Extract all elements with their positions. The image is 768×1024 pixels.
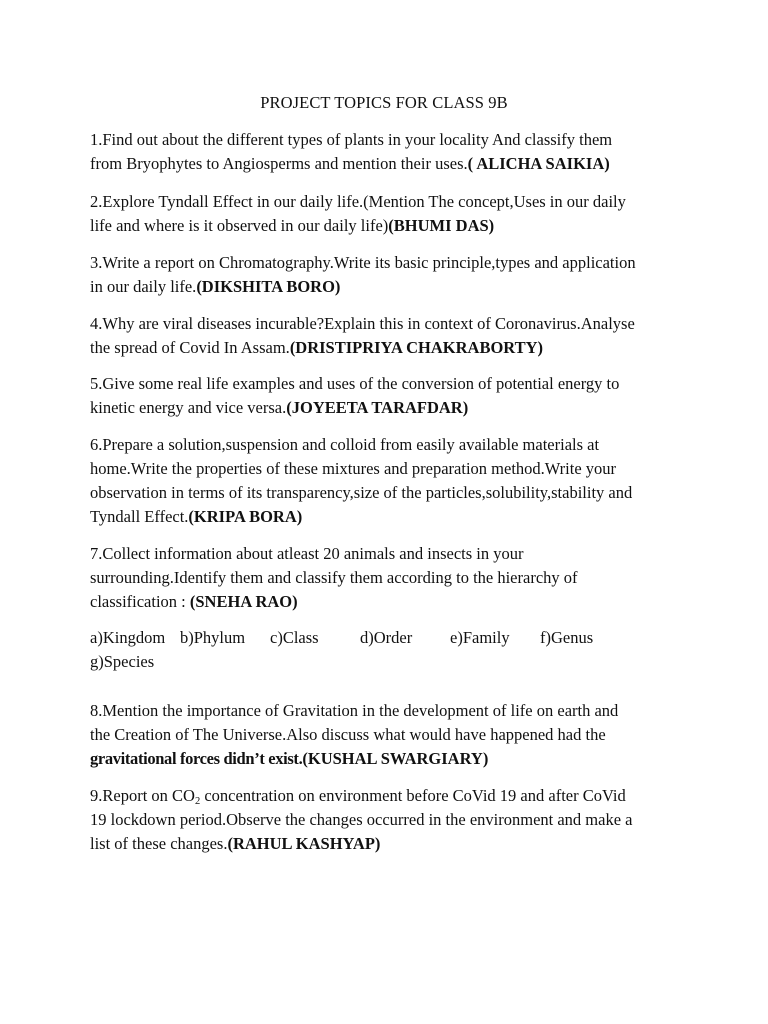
topic-text: list of these changes. [90, 834, 228, 853]
topic-text: 7.Collect information about atleast 20 animals and insects in your [90, 544, 524, 563]
topic-text: 1.Find out about the different types of plants in your locality And classify them [90, 130, 613, 149]
student-name: (JOYEETA TARAFDAR) [286, 398, 469, 417]
student-name: (DRISTIPRIYA CHAKRABORTY) [289, 338, 544, 357]
topic-text: 3.Write a report on Chromatography.Write its basic principle,types and application [90, 253, 636, 272]
topic-text: in our daily life. [90, 277, 197, 296]
topic-text: 4.Why are viral diseases incurable?Explain this in context of Coronavirus.Analyse [90, 314, 635, 333]
topic-text: observation in terms of its transparency,size of the particles,solubility,stability and [90, 483, 633, 502]
topic-text: life and where is it observed in our daily life) [90, 216, 389, 235]
topic-6 [90, 433, 690, 529]
page-title: PROJECT TOPICS FOR CLASS 9B [260, 93, 508, 112]
topic-text: classification : [90, 592, 190, 611]
topic-text: Tyndall Effect. [90, 507, 189, 526]
student-name: (BHUMI DAS) [388, 216, 495, 235]
topic-5 [90, 372, 690, 420]
topic-text: 2.Explore Tyndall Effect in our daily life.(Mention The concept,Uses in our daily [90, 192, 626, 211]
student-name: (KUSHAL SWARGIARY) [302, 749, 489, 768]
topic-3 [90, 251, 690, 299]
topic-text: concentration on environment before CoVid 19 and after CoVid [200, 786, 626, 805]
student-name: (RAHUL KASHYAP) [227, 834, 381, 853]
hierarchy-level-genus: f)Genus [540, 628, 594, 647]
topic-9 [90, 784, 690, 856]
topic-text: 19 lockdown period.Observe the changes occurred in the environment and make a [90, 810, 633, 829]
hierarchy-level-class: c)Class [270, 628, 319, 647]
topic-text: 5.Give some real life examples and uses of the conversion of potential energy to [90, 374, 620, 393]
topic-text: 8.Mention the importance of Gravitation in the development of life on earth and [90, 701, 619, 720]
hierarchy-level-order: d)Order [360, 628, 413, 647]
subscript-two: 2 [194, 796, 201, 807]
topic-text: kinetic energy and vice versa. [90, 398, 287, 417]
topic-text: from Bryophytes to Angiosperms and mention their uses. [90, 154, 468, 173]
student-name: (KRIPA BORA) [188, 507, 303, 526]
topic-8 [90, 699, 690, 771]
topic-text: 9.Report on CO [90, 786, 195, 805]
topic-7 [90, 542, 690, 614]
topic-1 [90, 128, 690, 176]
student-name: ( ALICHA SAIKIA) [467, 154, 610, 173]
hierarchy-level-species: g)Species [90, 652, 155, 671]
hierarchy-level-phylum: b)Phylum [180, 628, 246, 647]
topic-4 [90, 312, 690, 360]
topic-text: surrounding.Identify them and classify them according to the hierarchy of [90, 568, 578, 587]
hierarchy-level-family: e)Family [450, 628, 510, 647]
topic-text-bold: gravitational forces didn’t exist. [90, 749, 303, 768]
topic-text: the Creation of The Universe.Also discuss what would have happened had the [90, 725, 606, 744]
topic-text: 6.Prepare a solution,suspension and colloid from easily available materials at [90, 435, 600, 454]
topic-text: the spread of Covid In Assam. [90, 338, 290, 357]
topic-text: home.Write the properties of these mixtures and preparation method.Write your [90, 459, 617, 478]
student-name: (SNEHA RAO) [189, 592, 298, 611]
student-name: (DIKSHITA BORO) [196, 277, 341, 296]
hierarchy-level-kingdom: a)Kingdom [90, 628, 166, 647]
topic-2 [90, 190, 690, 238]
